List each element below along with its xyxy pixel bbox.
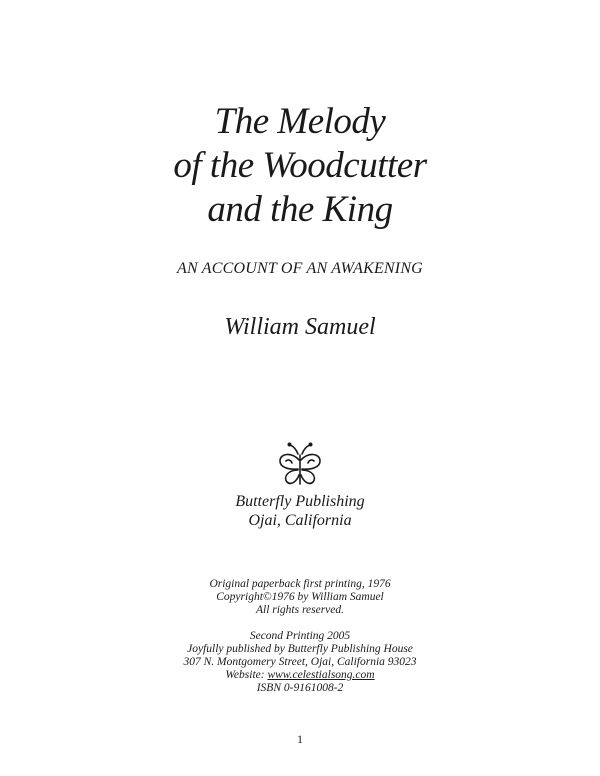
second-printing-block bbox=[0, 630, 600, 695]
page-number: 1 bbox=[297, 732, 303, 746]
website-label: Website: bbox=[225, 669, 268, 681]
book-subtitle: AN ACCOUNT OF AN AWAKENING bbox=[177, 260, 423, 277]
published-by-line: Joyfully published by Butterfly Publishing House bbox=[187, 643, 413, 655]
butterfly-icon bbox=[274, 440, 326, 492]
rights-line: All rights reserved. bbox=[255, 604, 345, 616]
book-title bbox=[0, 100, 600, 232]
credits-block bbox=[0, 578, 600, 695]
first-printing-line: Original paperback first printing, 1976 bbox=[209, 578, 391, 590]
book-title-line-1: The Melody bbox=[214, 101, 386, 142]
publisher-name: Butterfly Publishing bbox=[235, 493, 365, 510]
author-name: William Samuel bbox=[224, 314, 376, 340]
address-line: 307 N. Montgomery Street, Ojai, California 93023 bbox=[183, 656, 417, 668]
isbn-line: ISBN 0-9161008-2 bbox=[256, 682, 344, 694]
second-printing-line: Second Printing 2005 bbox=[249, 630, 351, 642]
website-link[interactable]: www.celestialsong.com bbox=[267, 669, 375, 681]
publisher-location: Ojai, California bbox=[248, 512, 352, 529]
website-line bbox=[0, 669, 600, 682]
book-title-line-3: and the King bbox=[207, 189, 393, 230]
book-title-line-2: of the Woodcutter bbox=[173, 145, 427, 186]
copyright-line: Copyright©1976 by William Samuel bbox=[216, 591, 384, 603]
first-printing-block bbox=[0, 578, 600, 617]
publisher-block bbox=[0, 492, 600, 530]
